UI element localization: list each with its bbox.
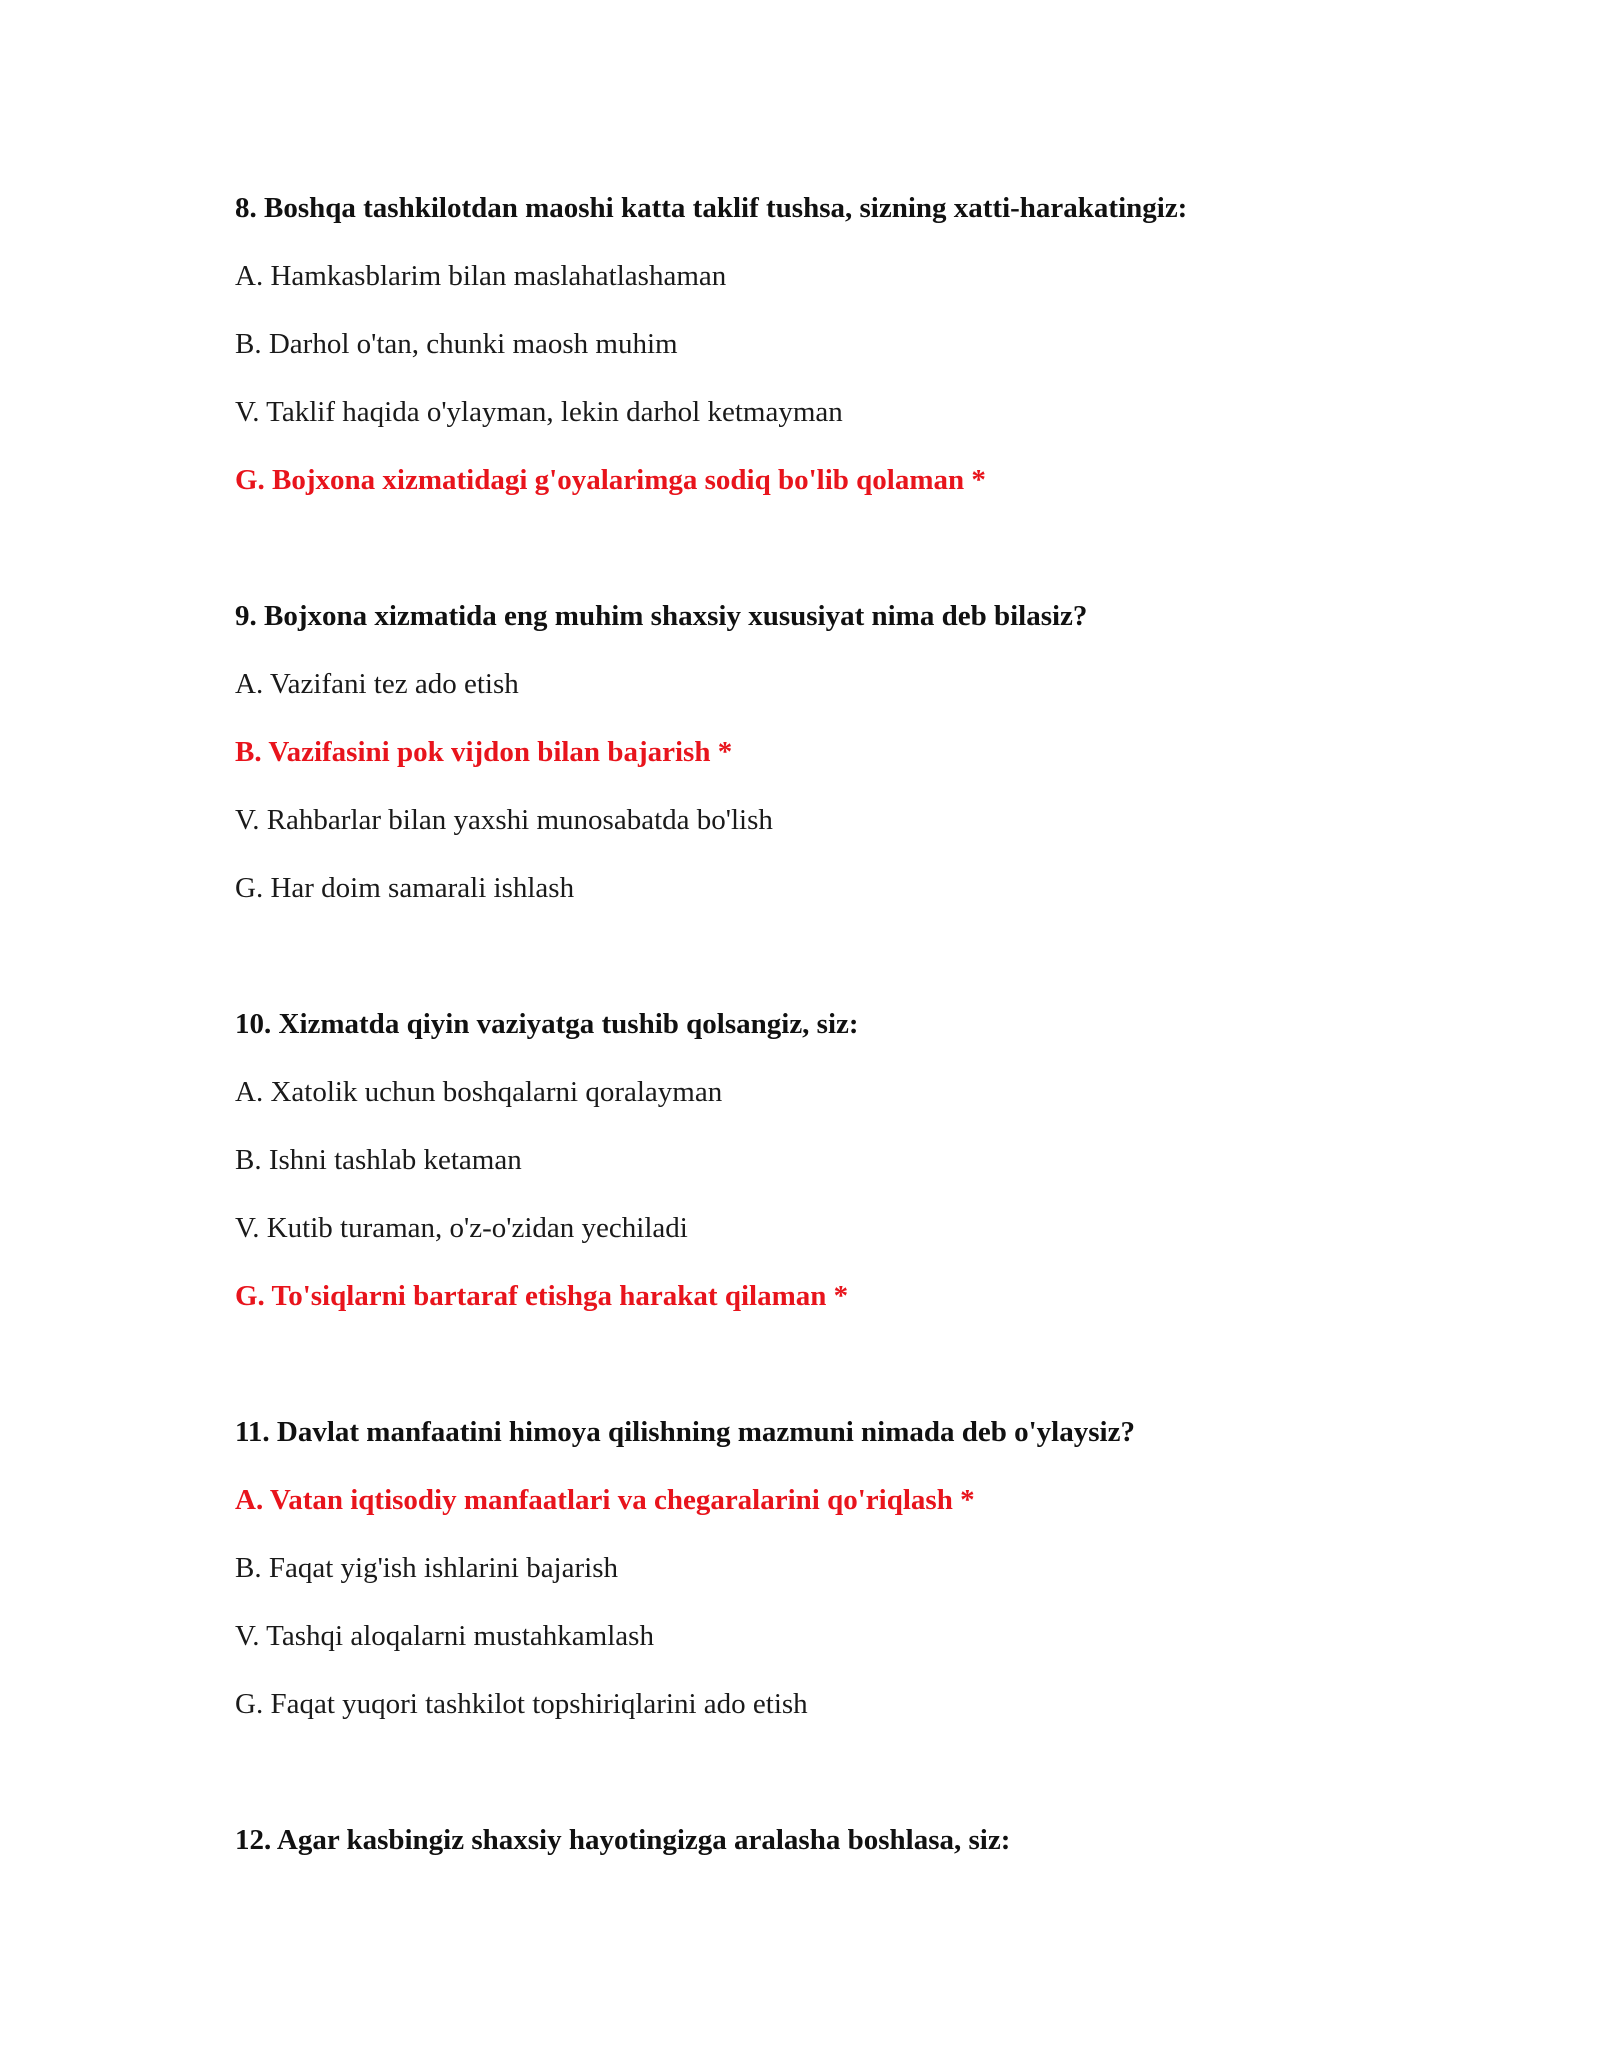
option-9-g: G. Har doim samarali ishlash xyxy=(235,872,575,904)
option-11-b: B. Faqat yig'ish ishlarini bajarish xyxy=(235,1552,618,1584)
option-9-v: V. Rahbarlar bilan yaxshi munosabatda bo'lish xyxy=(235,804,773,836)
option-9-b-correct: B. Vazifasini pok vijdon bilan bajarish * xyxy=(235,736,733,768)
option-11-v: V. Tashqi aloqalarni mustahkamlash xyxy=(235,1620,654,1652)
question-12: 12. Agar kasbingiz shaxsiy hayotingizga aralasha boshlasa, siz: xyxy=(235,1824,1011,1856)
option-10-v: V. Kutib turaman, o'z-o'zidan yechiladi xyxy=(235,1212,688,1244)
question-11: 11. Davlat manfaatini himoya qilishning mazmuni nimada deb o'ylaysiz? xyxy=(235,1416,1135,1448)
question-9: 9. Bojxona xizmatida eng muhim shaxsiy xususiyat nima deb bilasiz? xyxy=(235,600,1088,632)
option-8-g-correct: G. Bojxona xizmatidagi g'oyalarimga sodiq bo'lib qolaman * xyxy=(235,464,986,496)
option-10-b: B. Ishni tashlab ketaman xyxy=(235,1144,522,1176)
option-8-b: B. Darhol o'tan, chunki maosh muhim xyxy=(235,328,678,360)
option-10-a: A. Xatolik uchun boshqalarni qoralayman xyxy=(235,1076,723,1108)
option-10-g-correct: G. To'siqlarni bartaraf etishga harakat qilaman * xyxy=(235,1280,849,1312)
option-9-a: A. Vazifani tez ado etish xyxy=(235,668,519,700)
option-8-a: A. Hamkasblarim bilan maslahatlashaman xyxy=(235,260,727,292)
option-11-g: G. Faqat yuqori tashkilot topshiriqlarini ado etish xyxy=(235,1688,808,1720)
question-10: 10. Xizmatda qiyin vaziyatga tushib qolsangiz, siz: xyxy=(235,1008,859,1040)
option-8-v: V. Taklif haqida o'ylayman, lekin darhol ketmayman xyxy=(235,396,843,428)
question-8: 8. Boshqa tashkilotdan maoshi katta taklif tushsa, sizning xatti-harakatingiz: xyxy=(235,192,1188,224)
option-11-a-correct: A. Vatan iqtisodiy manfaatlari va chegaralarini qo'riqlash * xyxy=(235,1484,975,1516)
